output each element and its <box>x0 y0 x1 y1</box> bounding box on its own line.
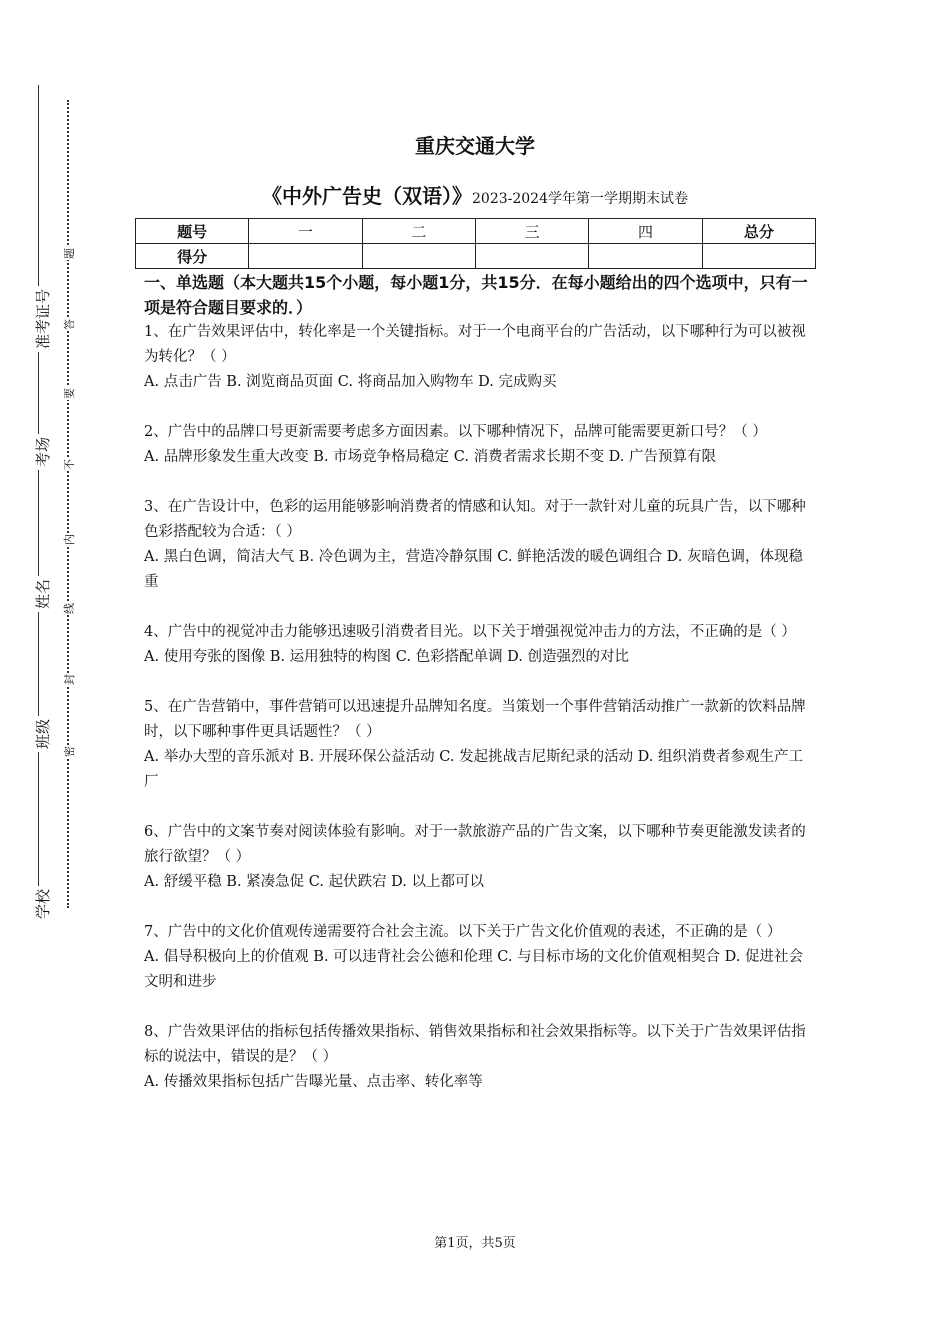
class-label: 班级 <box>32 716 53 752</box>
binding-solid-line <box>38 85 39 920</box>
section-title: 一、单选题（本大题共15个小题，每小题1分，共15分．在每小题给出的四个选项中，只有一项是符合题目要求的．） <box>144 273 808 317</box>
question-stem: 4、广告中的视觉冲击力能够迅速吸引消费者目光。以下关于增强视觉冲击力的方法，不正确的是（ ） <box>144 624 796 640</box>
score-table <box>135 218 816 269</box>
question-stem: 8、广告效果评估的指标包括传播效果指标、销售效果指标和社会效果指标等。以下关于广告效果评估指标的说法中，错误的是？（ ） <box>144 1024 806 1065</box>
score-cell <box>702 244 815 269</box>
exam-content <box>144 270 810 1120</box>
score-header-cell: 一 <box>249 219 362 244</box>
seal-char-mi: 密 <box>63 746 76 757</box>
seal-char-xian: 线 <box>63 603 76 614</box>
school-label: 学校 <box>32 886 53 922</box>
question-options: A. 传播效果指标包括广告曝光量、点击率、转化率等 <box>144 1074 483 1090</box>
score-header-cell: 四 <box>589 219 702 244</box>
question-options: A. 品牌形象发生重大改变 B. 市场竞争格局稳定 C. 消费者需求长期不变 D. 广告预算有限 <box>144 449 717 465</box>
question-options: A. 倡导积极向上的价值观 B. 可以违背社会公德和伦理 C. 与目标市场的文化价值观相契合 D. 促进社会文明和进步 <box>144 949 804 990</box>
question-options: A. 举办大型的音乐派对 B. 开展环保公益活动 C. 发起挑战吉尼斯纪录的活动 D. 组织消费者参观生产工厂 <box>144 749 804 790</box>
exam-title <box>0 180 950 209</box>
question-stem: 1、在广告效果评估中，转化率是一个关键指标。对于一个电商平台的广告活动，以下哪种行为可以被视为转化？（ ） <box>144 324 806 365</box>
seal-char-nei: 内 <box>63 534 76 545</box>
question <box>144 495 810 595</box>
question-options: A. 舒缓平稳 B. 紧凑急促 C. 起伏跌宕 D. 以上都可以 <box>144 874 485 890</box>
question-stem: 3、在广告设计中，色彩的运用能够影响消费者的情感和认知。对于一款针对儿童的玩具广告，以下哪种色彩搭配较为合适：（ ） <box>144 499 806 540</box>
seal-char-yao: 要 <box>63 388 76 399</box>
question-stem: 5、在广告营销中，事件营销可以迅速提升品牌知名度。当策划一个事件营销活动推广一款新的饮料品牌时，以下哪种事件更具话题性？（ ） <box>144 699 806 740</box>
course-title: 《中外广告史（双语）》 <box>262 184 472 208</box>
name-label: 姓名 <box>32 576 53 612</box>
binding-dotted-line <box>67 100 69 908</box>
question <box>144 820 810 895</box>
university-name: 重庆交通大学 <box>415 134 535 158</box>
score-header-cell: 题号 <box>136 219 249 244</box>
seal-char-feng: 封 <box>63 674 76 685</box>
question <box>144 620 810 670</box>
exam-room-label: 考场 <box>32 434 53 470</box>
question-stem: 6、广告中的文案节奏对阅读体验有影响。对于一款旅游产品的广告文案，以下哪种节奏更能激发读者的旅行欲望？（ ） <box>144 824 806 865</box>
question-stem: 2、广告中的品牌口号更新需要考虑多方面因素。以下哪种情况下，品牌可能需要更新口号？（ ） <box>144 424 767 440</box>
term-title: 2023-2024学年第一学期期末试卷 <box>472 191 688 207</box>
score-cell <box>362 244 475 269</box>
admission-number-label: 准考证号 <box>32 286 53 352</box>
page-footer: 第1页，共5页 <box>434 1236 516 1251</box>
score-row-label: 得分 <box>136 244 249 269</box>
question-options: A. 点击广告 B. 浏览商品页面 C. 将商品加入购物车 D. 完成购买 <box>144 374 557 390</box>
question-stem: 7、广告中的文化价值观传递需要符合社会主流。以下关于广告文化价值观的表述，不正确的是（ ） <box>144 924 782 940</box>
score-header-cell: 二 <box>362 219 475 244</box>
score-header-cell: 总分 <box>702 219 815 244</box>
score-header-cell: 三 <box>475 219 588 244</box>
score-cell <box>475 244 588 269</box>
question-options: A. 黑白色调，简洁大气 B. 冷色调为主，营造冷静氛围 C. 鲜艳活泼的暖色调组合 D. 灰暗色调，体现稳重 <box>144 549 804 590</box>
score-table-header-row <box>136 219 816 244</box>
question <box>144 1020 810 1095</box>
question <box>144 420 810 470</box>
seal-char-ti: 题 <box>63 248 76 259</box>
question <box>144 920 810 995</box>
score-cell <box>589 244 702 269</box>
question <box>144 320 810 395</box>
question <box>144 695 810 795</box>
question-options: A. 使用夸张的图像 B. 运用独特的构图 C. 色彩搭配单调 D. 创造强烈的对比 <box>144 649 630 665</box>
seal-char-da: 答 <box>63 319 76 330</box>
seal-char-bu: 不 <box>63 459 76 470</box>
score-table-score-row <box>136 244 816 269</box>
score-cell <box>249 244 362 269</box>
